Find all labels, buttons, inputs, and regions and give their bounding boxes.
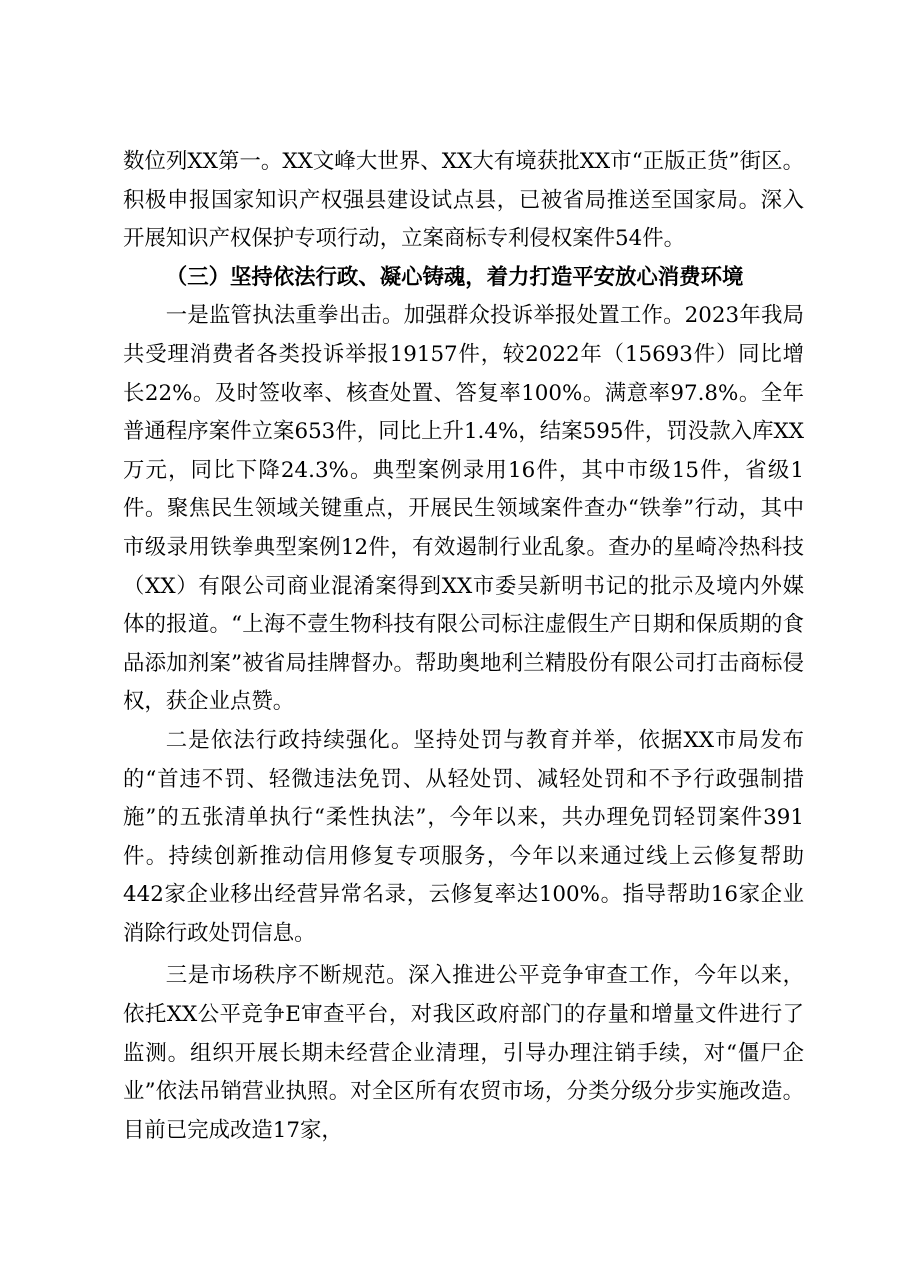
paragraph-continued: 数位列XX第一。XX文峰大世界、XX大有境获批XX市“正版正货”街区。积极申报国家知识产权强县建设试点县，已被省局推送至国家局。深入开展知识产权保护专项行动，立案商标专利侵权案件54件。 <box>123 149 804 252</box>
document-body <box>123 143 804 1150</box>
section-heading: （三）坚持依法行政、凝心铸魂，着力打造平安放心消费环境 <box>165 264 744 290</box>
paragraph-market-order: 三是市场秩序不断规范。深入推进公平竞争审查工作，今年以来，依托XX公平竞争E审查平台，对我区政府部门的存量和增量文件进行了监测。组织开展长期未经营企业清理，引导办理注销手续，对“僵尸企业”依法吊销营业执照。对全区所有农贸市场，分类分级分步实施改造。目前已完成改造17家， <box>123 963 804 1143</box>
paragraph-administration: 二是依法行政持续强化。坚持处罚与教育并举，依据XX市局发布的“首违不罚、轻微违法免罚、从轻处罚、减轻处罚和不予行政强制措施”的五张清单执行“柔性执法”，今年以来，共办理免罚轻罚案件391件。持续创新推动信用修复专项服务，今年以来通过线上云修复帮助442家企业移出经营异常名录，云修复率达100%。指导帮助16家企业消除行政处罚信息。 <box>123 727 804 946</box>
paragraph-enforcement: 一是监管执法重拳出击。加强群众投诉举报处置工作。2023年我局共受理消费者各类投诉举报19157件，较2022年（15693件）同比增长22%。及时签收率、核查处置、答复率100%。满意率97.8%。全年普通程序案件立案653件，同比上升1.4%，结案595件，罚没款入库XX万元，同比下降24.3%。典型案例录用16件，其中市级15件，省级1件。聚焦民生领域关键重点，开展民生领域案件查办“铁拳”行动，其中市级录用铁拳典型案例12件，有效遏制行业乱象。查办的星崎冷热科技（XX）有限公司商业混淆案得到XX市委吴新明书记的批示及境内外媒体的报道。“上海不壹生物科技有限公司标注虚假生产日期和保质期的食品添加剂案”被省局挂牌督办。帮助奥地利兰精股份有限公司打击商标侵权，获企业点赞。 <box>123 303 804 715</box>
